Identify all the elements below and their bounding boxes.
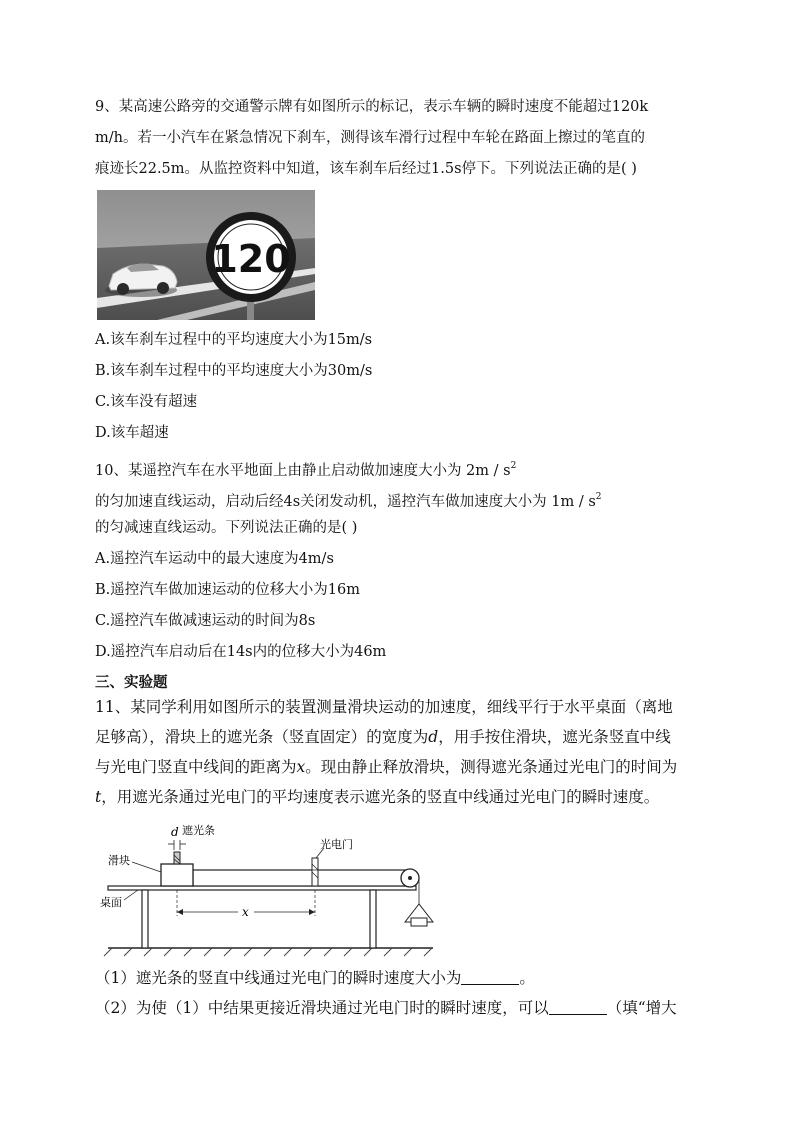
speed-limit-photo	[97, 190, 315, 320]
q10-exponent-1: 2	[510, 461, 517, 471]
q11-sub-1a: （1）遮光条的竖直中线通过光电门的瞬时速度大小为	[95, 969, 462, 987]
q11-var-x: x	[296, 758, 306, 776]
section-title: 三、实验题	[95, 675, 168, 691]
q10-line-3: 的匀减速直线运动。下列说法正确的是( )	[95, 520, 358, 536]
q11-sub-1b: 。	[519, 969, 535, 987]
q11-line-2a: 足够高），滑块上的遮光条（竖直固定）的宽度为	[95, 728, 429, 746]
label-x: x	[242, 905, 249, 919]
q9-option-d: D.该车超速	[95, 425, 169, 441]
apparatus-diagram	[98, 820, 438, 960]
q9-line-3: 痕迹长22.5m。从监控资料中知道，该车刹车后经过1.5s停下。下列说法正确的是( )	[95, 161, 637, 177]
q11-line-4	[95, 787, 659, 807]
q9-line-1: 9、某高速公路旁的交通警示牌有如图所示的标记，表示车辆的瞬时速度不能超过120k	[95, 99, 649, 115]
q11-line-1: 11、某同学利用如图所示的装置测量滑块运动的加速度，细线平行于水平桌面（离地	[95, 698, 673, 716]
q10-line-2-text: 的匀加速直线运动，启动后经4s关闭发动机，遥控汽车做加速度大小为 1m / s	[95, 494, 596, 510]
q11-line-2	[95, 727, 671, 747]
q9-option-c: C.该车没有超速	[95, 394, 198, 410]
answer-blank-2[interactable]	[549, 1000, 607, 1015]
label-light-strip: 遮光条	[182, 824, 215, 837]
q11-var-t: t	[95, 788, 102, 806]
q11-line-3b: 。现由静止释放滑块，测得遮光条通过光电门的时间为	[305, 758, 678, 776]
q11-var-d: d	[428, 728, 439, 746]
q9-option-a: A.该车刹车过程中的平均速度大小为15m/s	[95, 332, 373, 348]
q11-sub-2	[95, 998, 677, 1018]
q9-option-b: B.该车刹车过程中的平均速度大小为30m/s	[95, 363, 373, 379]
q11-sub-2b: （填“增大	[606, 999, 677, 1017]
q10-option-d: D.遥控汽车启动后在14s内的位移大小为46m	[95, 644, 387, 660]
q10-exponent-2: 2	[595, 492, 602, 502]
q10-option-a: A.遥控汽车运动中的最大速度为4m/s	[95, 551, 334, 567]
q10-option-b: B.遥控汽车做加速运动的位移大小为16m	[95, 582, 360, 598]
q9-line-2: m/h。若一小汽车在紧急情况下刹车，测得该车滑行过程中车轮在路面上擦过的笔直的	[95, 130, 645, 146]
label-slider: 滑块	[108, 854, 130, 867]
q11-line-3	[95, 757, 677, 777]
q11-sub-2a: （2）为使（1）中结果更接近滑块通过光电门时的瞬时速度，可以	[95, 999, 549, 1017]
q11-line-2b: ，用手按住滑块，遮光条竖直中线	[438, 728, 671, 746]
q10-line-1	[95, 456, 516, 481]
q11-line-3a: 与光电门竖直中线间的距离为	[95, 758, 297, 776]
q10-option-c: C.遥控汽车做减速运动的时间为8s	[95, 613, 316, 629]
label-tabletop: 桌面	[100, 896, 122, 909]
sign-speed-text: 120	[211, 237, 291, 281]
q10-line-1-text: 10、某遥控汽车在水平地面上由静止启动做加速度大小为 2m / s	[95, 463, 511, 479]
label-photogate: 光电门	[320, 838, 353, 851]
q11-sub-1	[95, 968, 535, 988]
label-d: d	[171, 825, 179, 839]
q11-line-4b: ，用遮光条通过光电门的平均速度表示遮光条的竖直中线通过光电门的瞬时速度。	[101, 788, 660, 806]
answer-blank-1[interactable]	[461, 970, 519, 985]
q10-line-2	[95, 487, 602, 512]
